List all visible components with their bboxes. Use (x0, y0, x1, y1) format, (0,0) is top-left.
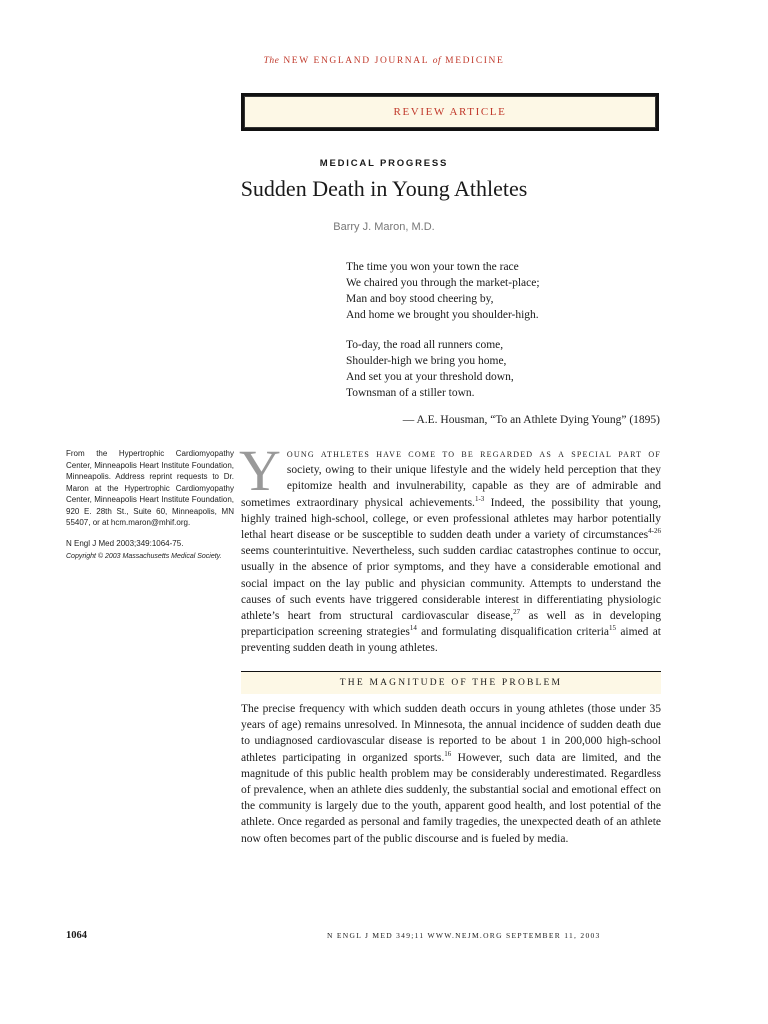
article-author: Barry J. Maron, M.D. (333, 221, 435, 233)
reference: 1-3 (474, 494, 485, 503)
copyright-notice: Copyright © 2003 Massachusetts Medical Society. (66, 553, 222, 560)
review-article-banner: REVIEW ARTICLE (244, 96, 656, 128)
intro-text: and formulating disqualification criteria (416, 626, 610, 639)
poem-line: Man and boy stood cheering by, (346, 293, 494, 305)
reference: 4-26 (648, 527, 661, 536)
footer-citation: N ENGL J MED 349;11 WWW.NEJM.ORG SEPTEMBER 11, 2003 (327, 931, 601, 940)
poem-line: To-day, the road all runners come, (346, 339, 504, 351)
affiliation-text: From the Hypertrophic Cardiomyopathy Center, Minneapolis Heart Institute Foundation, Minneapolis. Address reprint requests to Dr. Maron at the Hypertrophic Cardiomyopathy Center, Minneapolis Heart Institute Foundation, 920 E. 28th St., Suite 60, Minneapolis, MN 55407, or at hcm.maron@mhif.org. (66, 449, 234, 527)
journal-masthead (0, 56, 768, 66)
epigraph-poem (346, 259, 666, 415)
section-paragraph (241, 701, 661, 847)
journal-of: of (432, 56, 442, 66)
section-text: However, such data are limited, and the magnitude of this public health problem may be considerably underestimated. Regardless of prevalence, when an athlete dies suddenly, the substantial social and emotional effect on the community is largely due to the youth, apparent good health, and lost potential of the athlete. Once regarded as personal and family tragedies, the unexpected death of an athlete now often becomes part of the public discourse and is fueled by media. (241, 751, 661, 845)
page-number: 1064 (66, 930, 87, 941)
intro-paragraph (239, 438, 662, 657)
poem-stanza-1 (346, 259, 666, 323)
poem-line: We chaired you through the market-place; (346, 277, 540, 289)
section-heading: THE MAGNITUDE OF THE PROBLEM (241, 671, 661, 694)
poem-line: The time you won your town the race (346, 261, 519, 273)
poem-line: Townsman of a stiller town. (346, 387, 475, 399)
drop-cap: Y (239, 438, 281, 503)
author-affiliation-sidebar (66, 448, 234, 563)
intro-text: as well as in developing preparticipation screening strategies (241, 610, 661, 639)
journal-name-part2: MEDICINE (445, 56, 505, 66)
journal-name-part1: NEW ENGLAND JOURNAL (283, 56, 429, 66)
poem-line: And home we brought you shoulder-high. (346, 309, 539, 321)
reference: 27 (513, 608, 521, 617)
intro-text: aimed at preventing sudden death in young athletes. (241, 626, 662, 655)
reference: 15 (609, 624, 617, 633)
poem-stanza-2 (346, 337, 666, 401)
poem-attribution: — A.E. Housman, “To an Athlete Dying Young” (1895) (402, 414, 660, 426)
article-title: Sudden Death in Young Athletes (240, 176, 528, 201)
journal-the: The (263, 56, 280, 66)
journal-citation: N Engl J Med 2003;349:1064-75. (66, 538, 184, 548)
intro-text: Indeed, the possibility that young, highly trained high-school, college, or even professional athletes may harbor potentially lethal heart disease or be susceptible to sudden death under a variety of circumstances (241, 496, 661, 542)
reference: 14 (409, 624, 417, 633)
section-label: MEDICAL PROGRESS (319, 158, 449, 169)
reference: 16 (444, 749, 452, 758)
poem-line: And set you at your threshold down, (346, 371, 514, 383)
section-text: The precise frequency with which sudden death occurs in young athletes (those under 35 years of age) remains unresolved. In Minnesota, the annual incidence of sudden death due to undiagnosed cardiovascular disease is reported to be about 1 in 200,000 high-school athletes participating in organized sports. (241, 703, 661, 764)
intro-text: seems counterintuitive. Nevertheless, such sudden cardiac catastrophes continue to occur, usually in the absence of prior symptoms, and they have a considerable emotional and social impact on the lay public and physician community. Attempts to understand the causes of such events have triggered considerable interest in differentiating physiologic athlete’s heart from structural cardiovascular disease, (241, 545, 661, 623)
intro-smallcaps: oung athletes have come to be regarded as a special part of (286, 448, 661, 460)
intro-text: society, owing to their unique lifestyle and the widely held perception that they epitomize health and invulnerability, capable as they are of admirable and sometimes extraordinary physical achievements. (241, 464, 661, 509)
poem-line: Shoulder-high we bring you home, (346, 355, 507, 367)
